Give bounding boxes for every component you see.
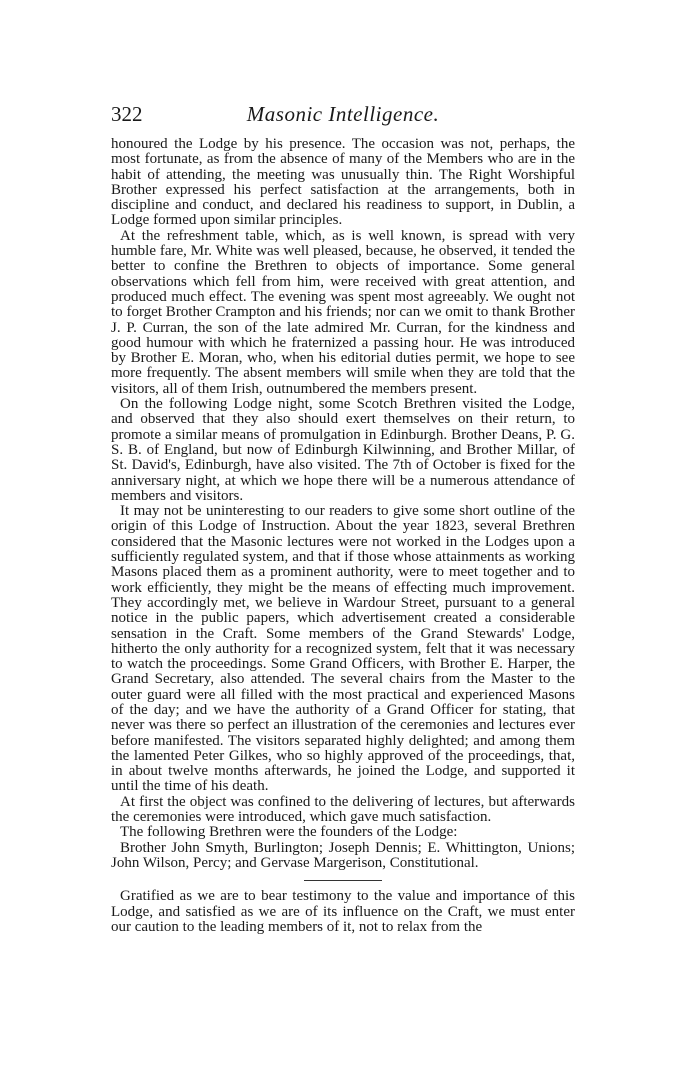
section-divider	[304, 880, 382, 881]
paragraph: It may not be uninteresting to our readers to give some short outline of the origin of this Lodge of Instruction. About the year 1823, several Brethren considered that the Masonic lectures were not worked in the Lodges upon a sufficiently regulated system, and that if those whose attainments as working Masons placed them as a prominent authority, were to meet together and to work efficiently, they might be the means of effecting much improvement. They accordingly met, we believe in Wardour Street, pursuant to a general notice in the public papers, which advertisement created a considerable sensation in the Craft. Some members of the Grand Stewards' Lodge, hitherto the only authority for a recognized system, felt that it was necessary to watch the proceedings. Some Grand Officers, with Brother E. Harper, the Grand Secretary, also attended. The several chairs from the Master to the outer guard were all filled with the most practical and experienced Masons of the day; and we have the authority of a Grand Officer for stating, that never was there so perfect an illustration of the ceremonies and lectures ever before manifested. The visitors separated highly delighted; and among them the lamented Peter Gilkes, who so highly approved of the proceedings, that, in about twelve months afterwards, he joined the Lodge, and supported it until the time of his death.	[111, 503, 575, 795]
closing-paragraph: Gratified as we are to bear testimony to the value and importance of this Lodge, and satisfied as we are of its influence on the Craft, we must enter our caution to the leading members of it, not to relax from the	[111, 888, 575, 935]
running-title: Masonic Intelligence.	[246, 102, 440, 126]
page-number: 322	[111, 102, 143, 126]
page-header	[111, 102, 575, 128]
paragraph: At the refreshment table, which, as is well known, is spread with very humble fare, Mr. White was well pleased, because, he observed, it tended the better to confine the Brethren to objects of importance. Some general observations which fell from him, were received with great attention, and produced much effect. The evening was spent most agreeably. We ought not to forget Brother Crampton and his friends; nor can we omit to thank Brother J. P. Curran, the son of the late admired Mr. Curran, for the kindness and good humour with which he fraternized a passing hour. He was introduced by Brother E. Moran, who, when his editorial duties permit, we hope to see more frequently. The absent members will smile when they are told that the visitors, all of them Irish, outnumbered the members present.	[111, 227, 575, 397]
article-body	[111, 137, 575, 935]
paragraph: honoured the Lodge by his presence. The occasion was not, perhaps, the most fortunate, as from the absence of many of the Members who are in the habit of attending, the meeting was unusually thin. The Right Worshipful Brother expressed his perfect satisfaction at the arrangements, both in discipline and conduct, and declared his readiness to support, in Dublin, a Lodge formed upon similar principles.	[111, 136, 575, 229]
paragraph: At first the object was confined to the delivering of lectures, but afterwards the ceremonies were introduced, which gave much satisfaction.	[111, 793, 575, 826]
paragraph: On the following Lodge night, some Scotch Brethren visited the Lodge, and observed that they also should exert themselves on their return, to promote a similar means of promulgation in Edinburgh. Brother Deans, P. G. S. B. of England, but now of Edinburgh Kilwinning, and Brother Millar, of St. David's, Edinburgh, have also visited. The 7th of October is fixed for the anniversary night, at which we hope there will be a numerous attendance of members and visitors.	[111, 396, 575, 504]
paragraph: The following Brethren were the founders of the Lodge:	[120, 824, 458, 841]
paragraph: Brother John Smyth, Burlington; Joseph Dennis; E. Whittington, Unions; John Wilson, Percy; and Gervase Margerison, Constitutional.	[111, 839, 575, 871]
